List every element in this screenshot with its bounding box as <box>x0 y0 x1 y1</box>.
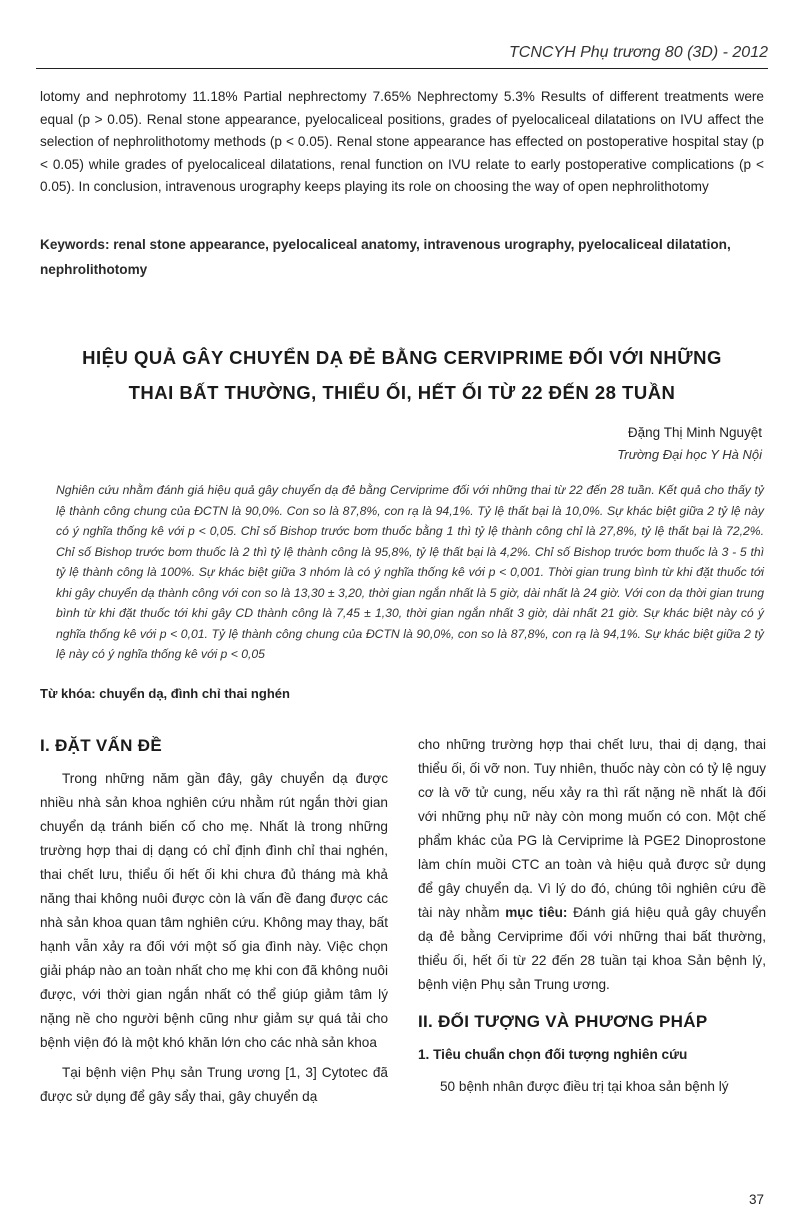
header-rule <box>36 68 768 69</box>
right-column <box>418 733 766 1105</box>
intro-paragraph-3-text: cho những trường hợp thai chết lưu, thai dị dạng, thai thiểu ối, ối vỡ non. Tuy nhiên, thuốc này còn có tỷ lệ nguy cơ là vỡ tử cung, nếu xảy ra thì rất nặng nề nhất là đối với những phụ nữ này còn mong muốn có con. Một chế phẩm khác của PG là Cerviprime là PGE2 Dinoprostone làm chín muồi CTC an toàn và hiệu quả được sử dụng để gây chuyển dạ. Vì lý do đó, chúng tôi nghiên cứu đề tài này nhằm <box>418 737 766 920</box>
running-header: TCNCYH Phụ trương 80 (3D) - 2012 <box>508 44 768 61</box>
objective-label: mục tiêu: <box>505 905 568 920</box>
author-affiliation: Trường Đại học Y Hà Nội <box>617 447 762 462</box>
article-title-line-1: HIỆU QUẢ GÂY CHUYỂN DẠ ĐẺ BẰNG CERVIPRIME ĐỐI VỚI NHỮNG <box>82 347 722 368</box>
intro-paragraph-3 <box>418 733 766 997</box>
article-title-line-2: THAI BẤT THƯỜNG, THIỂU ỐI, HẾT ỐI TỪ 22 ĐẾN 28 TUẦN <box>128 382 676 403</box>
english-abstract-continuation: lotomy and nephrotomy 11.18% Partial nephrectomy 7.65% Nephrectomy 5.3% Results of different treatments were equal (p > 0.05). Renal stone appearance, pyelocaliceal positions, grades of pyelocaliceal dilatations on IVU affect the selection of nephrolithotomy methods (p < 0.05). Renal stone appearance has effected on postoperative hospital stay (p < 0.05) while grades of pyelocaliceal dilatations, renal function on IVU relate to early postoperative complications (p < 0.05). In conclusion, intravenous urography keeps playing its role on choosing the way of open nephrolithotomy <box>40 89 764 194</box>
objective-text: Đánh giá hiệu quả gây chuyển dạ đẻ bằng Cerviprime đối với những thai bất thường, thiểu ối, hết ối từ 22 đến 28 tuần tại khoa Sản bệnh lý, bệnh viện Phụ sản Trung ương. <box>418 905 767 992</box>
english-keywords: Keywords: renal stone appearance, pyelocaliceal anatomy, intravenous urography, pyelocaliceal dilatation, nephrolithotomy <box>40 237 731 277</box>
intro-paragraph-2: Tại bệnh viện Phụ sản Trung ương [1, 3] Cytotec đã được sử dụng để gây sẩy thai, gây chuyển dạ <box>40 1065 388 1104</box>
section-heading-introduction: I. ĐẶT VẤN ĐỀ <box>40 736 162 755</box>
vietnamese-keywords: Từ khóa: chuyển dạ, đình chỉ thai nghén <box>40 686 290 701</box>
vietnamese-abstract: Nghiên cứu nhằm đánh giá hiệu quả gây chuyển dạ đẻ bằng Cerviprime đối với những thai từ 22 đến 28 tuần. Kết quả cho thấy tỷ lệ thành công chung của ĐCTN là 90,0%. Con so là 87,8%, con rạ là 94,1%. Tỷ lệ thất bại là 10,0%. Sự khác biệt giữa 2 tỷ lệ này có ý nghĩa thống kê với p < 0,05. Chỉ số Bishop trước bơm thuốc bằng 1 thì tỷ lệ thành công chỉ là 27,8%, tỷ lệ thất bại là 72,2%. Chỉ số Bishop trước bơm thuốc là 2 thì tỷ lệ thành công là 95,8%, tỷ lệ thất bại là 4,2%. Chỉ số Bishop trước bơm thuốc là 3 - 5 thì tỷ lệ thành công là 100%. Sự khác biệt giữa 3 nhóm là có ý nghĩa thống kê với p < 0,001. Thời gian trung bình từ khi đặt thuốc tới khi gây chuyển dạ thành công với con so là 13,30 ± 3,20, thời gian ngắn nhất là 5 giờ, dài nhất là 24 giờ. Với con dạ thời gian trung bình từ khi đặt thuốc tới khi gây CD thành công là 7,45 ± 1,30, thời gian ngắn nhất 3 giờ, dài nhất 21 giờ. Sự khác biệt này có ý nghĩa thống kê với p < 0,01. Tỷ lệ thành công chung của ĐCTN là 90,0%, con so là 87,8%, con rạ là 94,1%. Sự khác biệt giữa 2 tỷ lệ này có ý nghĩa thống kê với p < 0,05 <box>56 483 764 661</box>
author-name: Đặng Thị Minh Nguyệt <box>627 425 762 440</box>
section-heading-methods: II. ĐỐI TƯỢNG VÀ PHƯƠNG PHÁP <box>418 1012 708 1031</box>
left-column <box>40 733 388 1115</box>
subsection-heading-selection-criteria: 1. Tiêu chuẩn chọn đối tượng nghiên cứu <box>418 1047 688 1062</box>
page-number: 37 <box>748 1192 764 1207</box>
methods-paragraph-1: 50 bệnh nhân được điều trị tại khoa sản bệnh lý <box>440 1079 729 1094</box>
article-title <box>40 340 764 410</box>
intro-paragraph-1: Trong những năm gần đây, gây chuyển dạ được nhiều nhà sản khoa nghiên cứu nhằm rút ngắn thời gian chuyển dạ tránh biến cố cho mẹ. Nhất là trong những trường hợp thai dị dạng có chỉ định đình chỉ thai nghén, thai chết lưu, thiểu ối hết ối khi chưa đủ tháng mà khả năng thai không nuôi được còn là vấn đề đang được các nhà sản khoa quan tâm nghiên cứu. Không may thay, bất hạnh vẫn xảy ra đối với một số gia đình này. Việc chọn giải pháp nào an toàn nhất cho mẹ khi con đã không nuôi được, với thời gian ngắn nhất có thể giúp giảm tâm lý nặng nề cho người bệnh cũng như giảm sự quá tải cho bệnh viện đó là một khó khăn lớn cho các nhà sản khoa <box>40 771 388 1050</box>
